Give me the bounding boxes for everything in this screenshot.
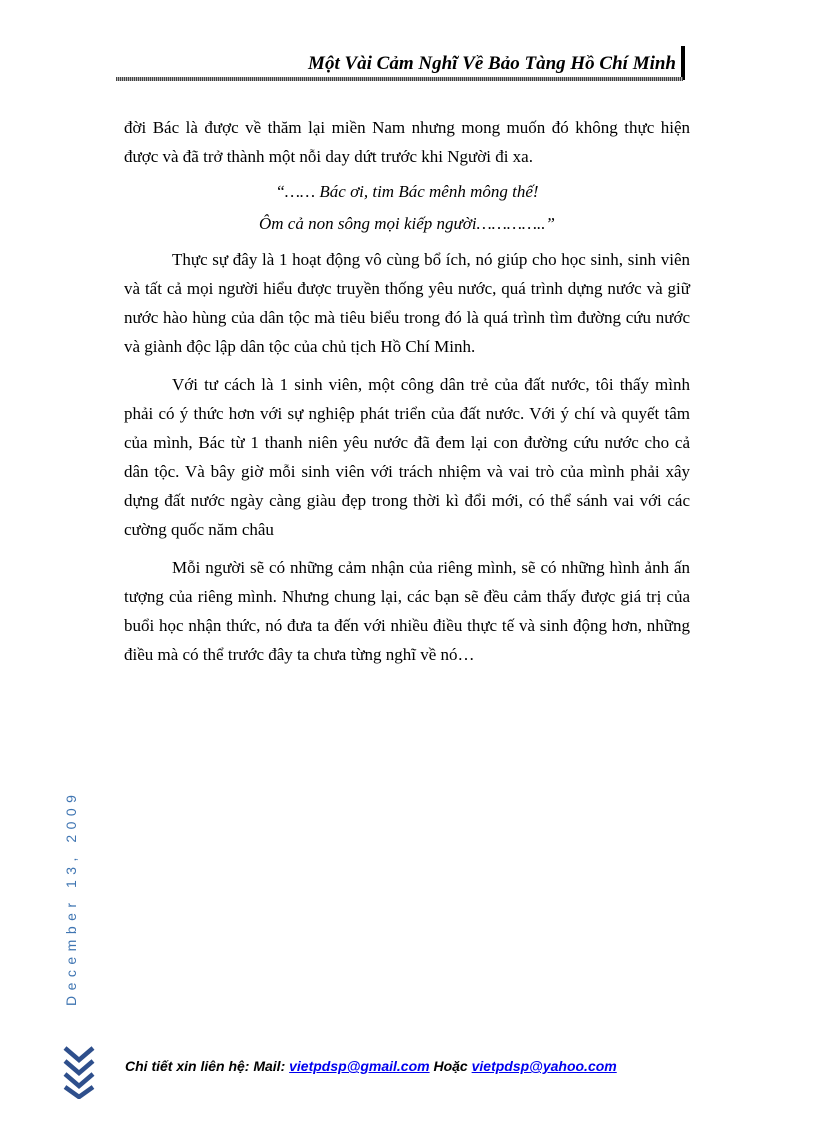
chevron-down-icon <box>62 1043 96 1099</box>
poem-line-2: Ôm cả non sông mọi kiếp người…………..” <box>258 214 555 233</box>
header-vertical-bar <box>681 46 685 80</box>
page-header-title: Một Vài Cảm Nghĩ Về Bảo Tàng Hồ Chí Minh <box>308 53 676 74</box>
email-link-yahoo[interactable]: vietpdsp@yahoo.com <box>471 1058 617 1074</box>
paragraph-3: Với tư cách là 1 sinh viên, một công dân trẻ của đất nước, tôi thấy mình phải có ý thức hơn với sự nghiệp phát triển của đất nước. Với ý chí và quyết tâm của mình, Bác từ 1 thanh niên yêu nước đã đem lại con đường cứu nước cho cả dân tộc. Và bây giờ mỗi sinh viên với trách nhiệm và vai trò của mình phải xây dựng đất nước ngày càng giàu đẹp trong thời kì đổi mới, có thể sánh vai với các cường quốc năm châu <box>124 375 690 539</box>
document-body <box>124 113 690 678</box>
sidebar-date: December 13, 2009 <box>63 789 79 1006</box>
poem-quote <box>124 176 690 240</box>
email-link-gmail[interactable]: vietpdsp@gmail.com <box>289 1058 430 1074</box>
paragraph-4: Mỗi người sẽ có những cảm nhận của riêng mình, sẽ có những hình ảnh ấn tượng của riêng mình. Nhưng chung lại, các bạn sẽ đều cảm thấy được giá trị của buổi học nhận thức, nó đưa ta đến với nhiều điều thực tế và sinh động hơn, những điều mà có thể trước đây ta chưa từng nghĩ về nó… <box>124 558 690 664</box>
paragraph-1: đời Bác là được về thăm lại miền Nam nhưng mong muốn đó không thực hiện được và đã trở thành một nỗi day dứt trước khi Người đi xa. <box>124 118 690 166</box>
header-rule <box>116 77 683 81</box>
poem-line-1: “…… Bác ơi, tim Bác mênh mông thế! <box>275 182 539 201</box>
footer-prefix: Chi tiết xin liên hệ: Mail: <box>125 1058 286 1074</box>
footer-connector: Hoặc <box>433 1058 468 1074</box>
paragraph-2: Thực sự đây là 1 hoạt động vô cùng bổ ích, nó giúp cho học sinh, sinh viên và tất cả mọi người hiểu được truyền thống yêu nước, quá trình dựng nước và giữ nước hào hùng của dân tộc mà tiêu biểu trong đó là quá trình tìm đường cứu nước và giành độc lập dân tộc của chủ tịch Hồ Chí Minh. <box>124 250 690 356</box>
footer-contact <box>125 1058 617 1074</box>
